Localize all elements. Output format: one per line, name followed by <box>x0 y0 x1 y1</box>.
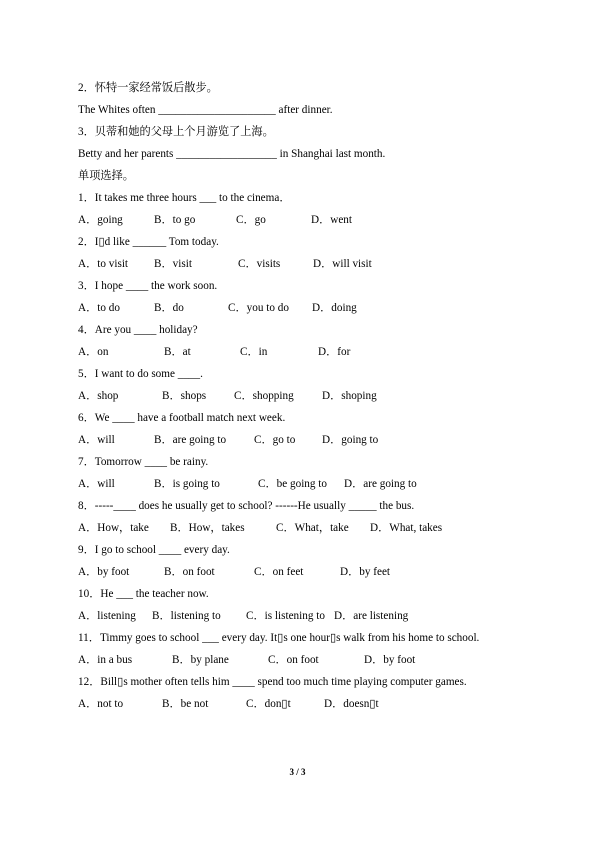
option-d: D．by feet <box>340 566 391 578</box>
option-c: C．don▯t <box>246 698 291 710</box>
question-options <box>78 429 538 451</box>
document-body <box>78 77 538 715</box>
section-title: 单项选择。 <box>78 170 134 182</box>
option-c: C．is listening to <box>246 610 325 622</box>
option-c: C．in <box>240 346 268 358</box>
option-c: C．go to <box>254 434 296 446</box>
option-d: D．will visit <box>313 258 372 270</box>
question-stem: 4．Are you ____ holiday? <box>78 324 198 336</box>
option-c: C．go <box>236 214 266 226</box>
option-b: B．How，takes <box>170 522 245 534</box>
translation-item-2-english: The Whites often _____________________ after dinner. <box>78 104 333 116</box>
option-a: A．shop <box>78 390 119 402</box>
option-a: A．in a bus <box>78 654 133 666</box>
option-a: A．not to <box>78 698 124 710</box>
option-d: D．doing <box>312 302 357 314</box>
option-a: A．to do <box>78 302 120 314</box>
question-options <box>78 473 538 495</box>
option-b: B．to go <box>154 214 196 226</box>
option-b: B．are going to <box>154 434 227 446</box>
option-b: B．do <box>154 302 184 314</box>
option-c: C．visits <box>238 258 281 270</box>
translation-item-2-chinese: 2．怀特一家经常饭后散步。 <box>78 82 218 94</box>
question-options <box>78 561 538 583</box>
option-a: A．listening <box>78 610 136 622</box>
option-c: C．be going to <box>258 478 327 490</box>
option-c: C．on foot <box>268 654 319 666</box>
option-b: B．be not <box>162 698 209 710</box>
question-stem: 9．I go to school ____ every day. <box>78 544 230 556</box>
question-stem: 12．Bill▯s mother often tells him ____ spend too much time playing computer games. <box>78 676 467 688</box>
page-number: 3 / 3 <box>289 767 306 777</box>
option-a: A．will <box>78 434 115 446</box>
question-stem: 5．I want to do some ____. <box>78 368 203 380</box>
option-a: A．going <box>78 214 123 226</box>
option-c: C．shopping <box>234 390 294 402</box>
question-stem: 8．-----____ does he usually get to school? ------He usually _____ the bus. <box>78 500 415 512</box>
option-c: C．on feet <box>254 566 304 578</box>
option-b: B．shops <box>162 390 207 402</box>
option-a: A．to visit <box>78 258 129 270</box>
question-options <box>78 297 538 319</box>
translation-item-3-english: Betty and her parents __________________ in Shanghai last month. <box>78 148 386 160</box>
option-d: D．are going to <box>344 478 417 490</box>
question-options <box>78 253 538 275</box>
question-stem: 6．We ____ have a football match next week. <box>78 412 286 424</box>
option-b: B．visit <box>154 258 192 270</box>
question-options <box>78 649 538 671</box>
question-stem: 2．I▯d like ______ Tom today. <box>78 236 219 248</box>
question-options <box>78 517 538 539</box>
question-options <box>78 341 538 363</box>
question-options <box>78 385 538 407</box>
option-b: B．on foot <box>164 566 215 578</box>
question-stem: 7．Tomorrow ____ be rainy. <box>78 456 209 468</box>
option-c: C．What，take <box>276 522 349 534</box>
question-stem: 10．He ___ the teacher now. <box>78 588 209 600</box>
option-d: D．doesn▯t <box>324 698 379 710</box>
option-d: D．going to <box>322 434 379 446</box>
option-b: B．is going to <box>154 478 220 490</box>
option-b: B．by plane <box>172 654 229 666</box>
option-d: D．by foot <box>364 654 416 666</box>
question-stem: 11．Timmy goes to school ___ every day. It▯s one hour▯s walk from his home to school. <box>78 632 480 644</box>
option-d: D．What, takes <box>370 522 443 534</box>
option-a: A．by foot <box>78 566 130 578</box>
option-a: A．on <box>78 346 109 358</box>
option-a: A．How，take <box>78 522 149 534</box>
option-a: A．will <box>78 478 115 490</box>
option-d: D．are listening <box>334 610 409 622</box>
translation-item-3-chinese: 3．贝蒂和她的父母上个月游览了上海。 <box>78 126 274 138</box>
option-c: C．you to do <box>228 302 289 314</box>
option-d: D．went <box>311 214 353 226</box>
question-options <box>78 693 538 715</box>
option-d: D．shoping <box>322 390 377 402</box>
question-list <box>78 187 538 715</box>
option-d: D．for <box>318 346 351 358</box>
question-options <box>78 605 538 627</box>
option-b: B．at <box>164 346 191 358</box>
question-stem: 3．I hope ____ the work soon. <box>78 280 218 292</box>
question-options <box>78 209 538 231</box>
option-b: B．listening to <box>152 610 221 622</box>
question-stem: 1．It takes me three hours ___ to the cinema． <box>78 192 291 204</box>
